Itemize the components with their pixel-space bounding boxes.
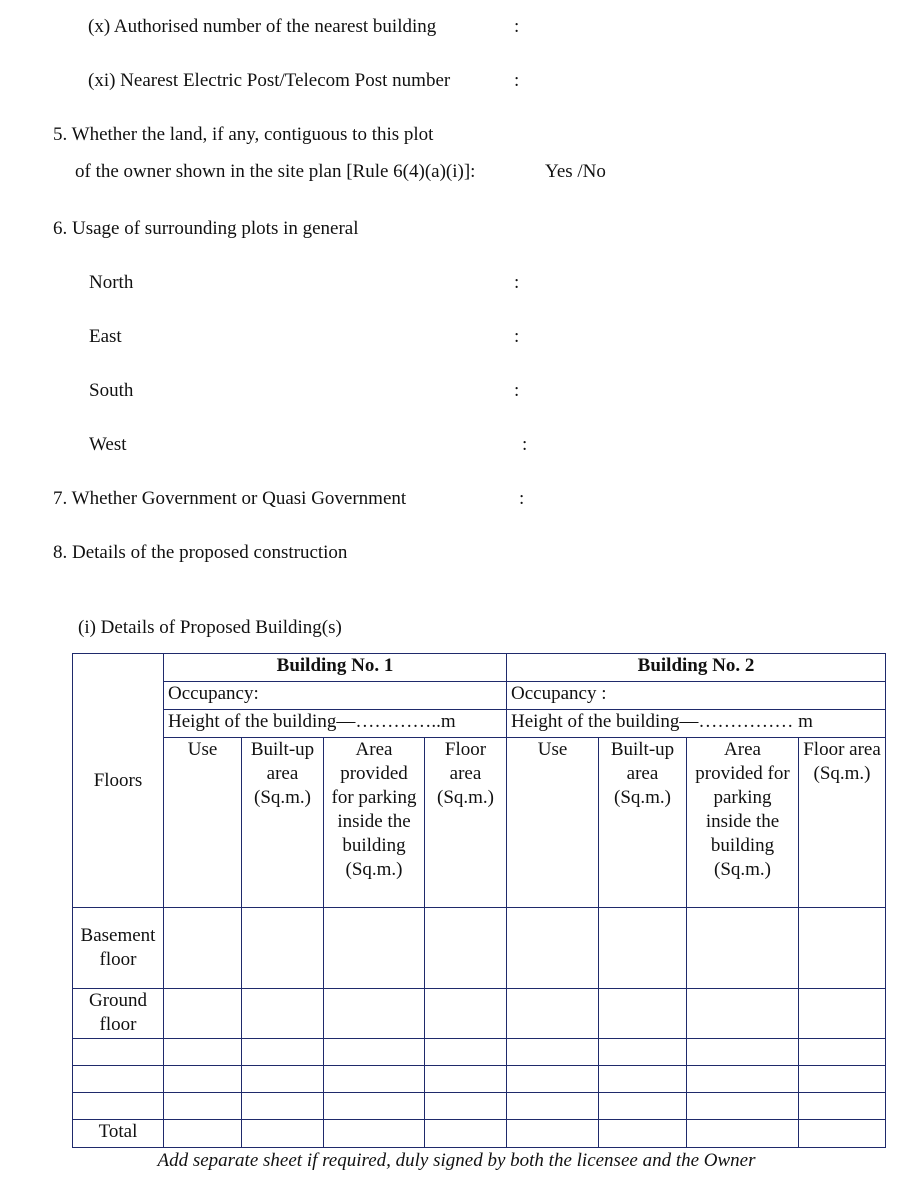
floors-header: Floors: [73, 654, 164, 908]
building-2-occupancy: Occupancy :: [507, 682, 886, 710]
item-xi-label: (xi) Nearest Electric Post/Telecom Post number: [88, 70, 451, 91]
b2-col-builtup: Built-up area (Sq.m.): [599, 738, 687, 908]
row-label-basement: Basement floor: [73, 908, 164, 989]
b1-col-floor-area: Floor area (Sq.m.): [425, 738, 507, 908]
row-label-ground: Ground floor: [73, 989, 164, 1039]
proposed-buildings-table: [72, 653, 886, 1148]
table-row: [73, 1093, 886, 1120]
direction-west: West: [89, 434, 127, 455]
table-row: [73, 1120, 886, 1148]
b1-col-parking: Area provided for parking inside the building (Sq.m.): [324, 738, 425, 908]
b2-col-parking: Area provided for parking inside the building (Sq.m.): [687, 738, 799, 908]
table-row: [73, 908, 886, 989]
question-5-line2: of the owner shown in the site plan [Rule 6(4)(a)(i)]:: [75, 161, 476, 182]
south-colon: :: [514, 380, 520, 401]
question-7-label: 7. Whether Government or Quasi Government: [53, 488, 407, 509]
building-1-occupancy: Occupancy:: [164, 682, 507, 710]
direction-east: East: [89, 326, 122, 347]
building-2-height: Height of the building—…………… m: [507, 710, 886, 738]
question-5-answer: Yes /No: [545, 161, 606, 182]
building-1-title: Building No. 1: [164, 654, 507, 682]
row-label-blank-1: [73, 1039, 164, 1066]
north-colon: :: [514, 272, 520, 293]
table-row: [73, 1066, 886, 1093]
footnote: Add separate sheet if required, duly signed by both the licensee and the Owner: [157, 1150, 756, 1171]
table-row: [73, 1039, 886, 1066]
subsection-i-label: (i) Details of Proposed Building(s): [78, 617, 342, 638]
building-2-title: Building No. 2: [507, 654, 886, 682]
building-1-height: Height of the building—…………..m: [164, 710, 507, 738]
question-6-label: 6. Usage of surrounding plots in general: [53, 218, 359, 239]
b2-col-floor-area: Floor area (Sq.m.): [799, 738, 886, 908]
item-x-colon: :: [514, 16, 520, 37]
east-colon: :: [514, 326, 520, 347]
table-row: [73, 989, 886, 1039]
west-colon: :: [522, 434, 528, 455]
direction-south: South: [89, 380, 134, 401]
b1-col-builtup: Built-up area (Sq.m.): [242, 738, 324, 908]
question-7-colon: :: [519, 488, 525, 509]
item-x-label: (x) Authorised number of the nearest building: [88, 16, 437, 37]
item-xi-colon: :: [514, 70, 520, 91]
b1-col-use: Use: [164, 738, 242, 908]
row-label-total: Total: [73, 1120, 164, 1148]
question-5-line1: 5. Whether the land, if any, contiguous to this plot: [53, 124, 434, 145]
question-8-label: 8. Details of the proposed construction: [53, 542, 348, 563]
direction-north: North: [89, 272, 134, 293]
b2-col-use: Use: [507, 738, 599, 908]
row-label-blank-3: [73, 1093, 164, 1120]
row-label-blank-2: [73, 1066, 164, 1093]
